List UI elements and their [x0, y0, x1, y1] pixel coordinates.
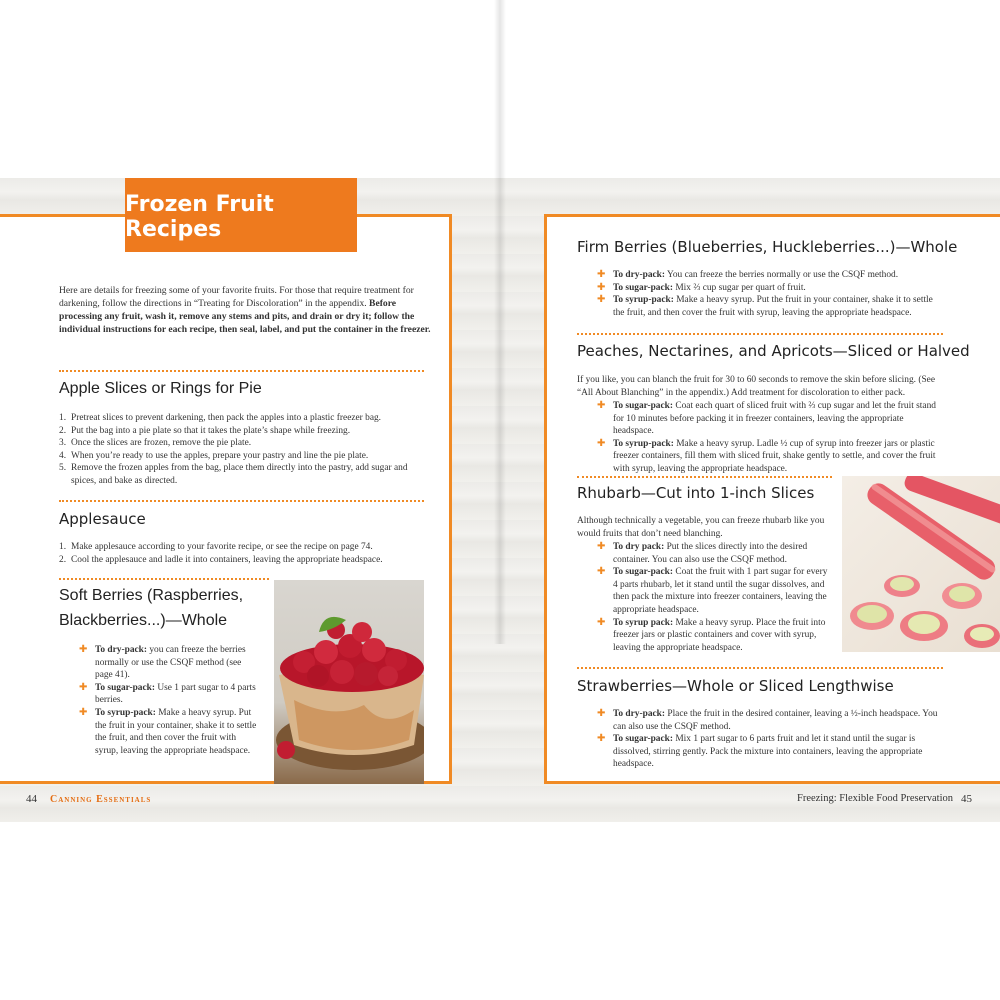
list-item: 2. Cool the applesauce and ladle it into containers, leaving the appropriate headspace. — [59, 554, 383, 565]
apple-steps-list — [59, 412, 427, 488]
orange-cross-bullet-icon: ✚ — [79, 706, 88, 718]
section-heading-peaches: Peaches, Nectarines, and Apricots—Sliced or Halved — [577, 342, 970, 360]
list-item: 2. Put the bag into a pie plate so that it takes the plate’s shape while freezing. — [59, 425, 351, 436]
orange-cross-bullet-icon: ✚ — [79, 644, 88, 655]
list-item: ✚ To sugar-pack: Mix 1 part sugar to 6 parts fruit and let it stand until the sugar is dissolved, stirring gently. Pack the mixture into containers, leaving the appropriate headspace. — [597, 733, 923, 770]
section-heading-apple: Apple Slices or Rings for Pie — [59, 380, 262, 397]
section-heading-soft-berries-line1: Soft Berries (Raspberries, — [59, 587, 244, 604]
peaches-intro: If you like, you can blanch the fruit for 30 to 60 seconds to remove the skin before slicing. (See “All About Blanching” in the appendix.) Add treatment for discoloration to either pack. — [577, 375, 935, 398]
page-title-banner — [125, 178, 357, 252]
left-running-footer: Canning Essentials — [50, 794, 152, 805]
dotted-divider — [577, 476, 832, 478]
orange-cross-bullet-icon: ✚ — [597, 708, 606, 719]
soft-berries-list — [79, 644, 259, 757]
list-item: ✚ To syrup-pack: Make a heavy syrup. Put the fruit in your container, shake it to settle the fruit, and then cover the fruit with syrup, leaving the appropriate headspace. — [79, 706, 257, 756]
orange-cross-bullet-icon: ✚ — [597, 269, 606, 280]
list-item: ✚ To sugar-pack: Coat each quart of sliced fruit with ⅔ cup sugar and let the fruit stand for 10 minutes before packing it in freezer containers, leaving the appropriate headspace. — [597, 400, 936, 437]
list-item: 4. When you’re ready to use the apples, prepare your pastry and line the pie plate. — [59, 450, 369, 461]
book-gutter — [494, 0, 506, 644]
peaches-list — [597, 400, 942, 476]
section-heading-rhubarb: Rhubarb—Cut into 1-inch Slices — [577, 484, 815, 502]
list-item: ✚ To syrup-pack: Make a heavy syrup. Put the fruit in your container, shake it to settle the fruit, and then cover the fruit with syrup, leaving the appropriate headspace. — [597, 294, 933, 318]
section-heading-soft-berries-line2: Blackberries...)—Whole — [59, 612, 228, 629]
orange-cross-bullet-icon: ✚ — [597, 400, 606, 411]
intro-paragraph — [59, 284, 431, 336]
page-title: Frozen Fruit Recipes — [125, 192, 274, 242]
list-item: ✚ To sugar-pack: Mix ⅔ cup sugar per quart of fruit. — [597, 281, 806, 293]
orange-cross-bullet-icon: ✚ — [597, 616, 606, 628]
section-heading-firm-berries: Firm Berries (Blueberries, Huckleberries...)—Whole — [577, 238, 958, 256]
left-page-number: 44 — [26, 793, 37, 805]
orange-cross-bullet-icon: ✚ — [79, 681, 88, 693]
dotted-divider — [577, 667, 943, 669]
list-item: ✚ To sugar-pack: Coat the fruit with 1 part sugar for every 4 parts rhubarb, let it stand until the sugar dissolves, and then pack the mixture into freezer containers, leaving the appropriate headspace. — [597, 566, 828, 615]
list-item: 1. Pretreat slices to prevent darkening, then pack the apples into a plastic freezer bag. — [59, 413, 382, 423]
firm-berries-list — [597, 269, 942, 319]
right-running-footer: Freezing: Flexible Food Preservation — [796, 793, 953, 804]
intro-bold-text: Before processing any fruit, wash it, remove any stems and pits, and drain or dry it; follow the individual instructions for each recipe, then seal, label, and put the container in the freezer. — [59, 298, 431, 335]
dotted-divider — [577, 333, 943, 335]
list-item: 1. Make applesauce according to your favorite recipe, or see the recipe on page 74. — [59, 542, 373, 552]
list-item: ✚ To syrup-pack: Make a heavy syrup. Ladle ½ cup of syrup into freezer jars or plastic freezer containers, fill them with sliced fruit, shake gently to settle, and cover the fruit with syrup, leaving the appropriate headspace. — [597, 437, 936, 474]
list-item: ✚ To dry pack: Put the slices directly into the desired container. You can also use the CSQF method. — [597, 541, 808, 565]
list-item: 5. Remove the frozen apples from the bag, place them directly into the pastry, add sugar and spices, and bake as directed. — [59, 463, 408, 486]
orange-cross-bullet-icon: ✚ — [597, 294, 606, 306]
list-item: ✚ To dry-pack: You can freeze the berries normally or use the CSQF method. — [597, 269, 899, 280]
list-item: 3. Once the slices are frozen, remove the pie plate. — [59, 438, 252, 449]
orange-cross-bullet-icon: ✚ — [597, 541, 606, 552]
section-heading-strawberries: Strawberries—Whole or Sliced Lengthwise — [577, 677, 894, 695]
list-item: ✚ To syrup pack: Make a heavy syrup. Place the fruit into freezer jars or plastic containers and cover with syrup, leaving the appropriate headspace. — [597, 616, 826, 653]
raspberries-bowl-photo — [274, 580, 424, 784]
list-item: ✚ To dry-pack: you can freeze the berries normally or use the CSQF method (see page 41). — [79, 644, 246, 681]
orange-cross-bullet-icon: ✚ — [597, 281, 606, 293]
right-page-number: 45 — [961, 793, 972, 805]
orange-cross-bullet-icon: ✚ — [597, 566, 606, 578]
section-heading-applesauce: Applesauce — [59, 510, 146, 528]
rhubarb-intro: Although technically a vegetable, you can freeze rhubarb like you would fruits that don’t need blanching. — [577, 516, 825, 539]
orange-cross-bullet-icon: ✚ — [597, 733, 606, 745]
orange-cross-bullet-icon: ✚ — [597, 437, 606, 449]
applesauce-steps-list — [59, 541, 427, 566]
strawberries-list — [597, 708, 942, 771]
dotted-divider — [59, 370, 424, 372]
rhubarb-photo — [842, 476, 1000, 652]
list-item: ✚ To sugar-pack: Use 1 part sugar to 4 parts berries. — [79, 681, 256, 706]
list-item: ✚ To dry-pack: Place the fruit in the desired container, leaving a ½-inch headspace. You can also use the CSQF method. — [597, 708, 938, 732]
intro-text: Here are details for freezing some of your favorite fruits. For those that require treatment for darkening, follow the directions in “Treating for Discoloration” in the appendix. — [59, 285, 414, 309]
dotted-divider — [59, 578, 269, 580]
rhubarb-list — [597, 541, 829, 654]
dotted-divider — [59, 500, 424, 502]
